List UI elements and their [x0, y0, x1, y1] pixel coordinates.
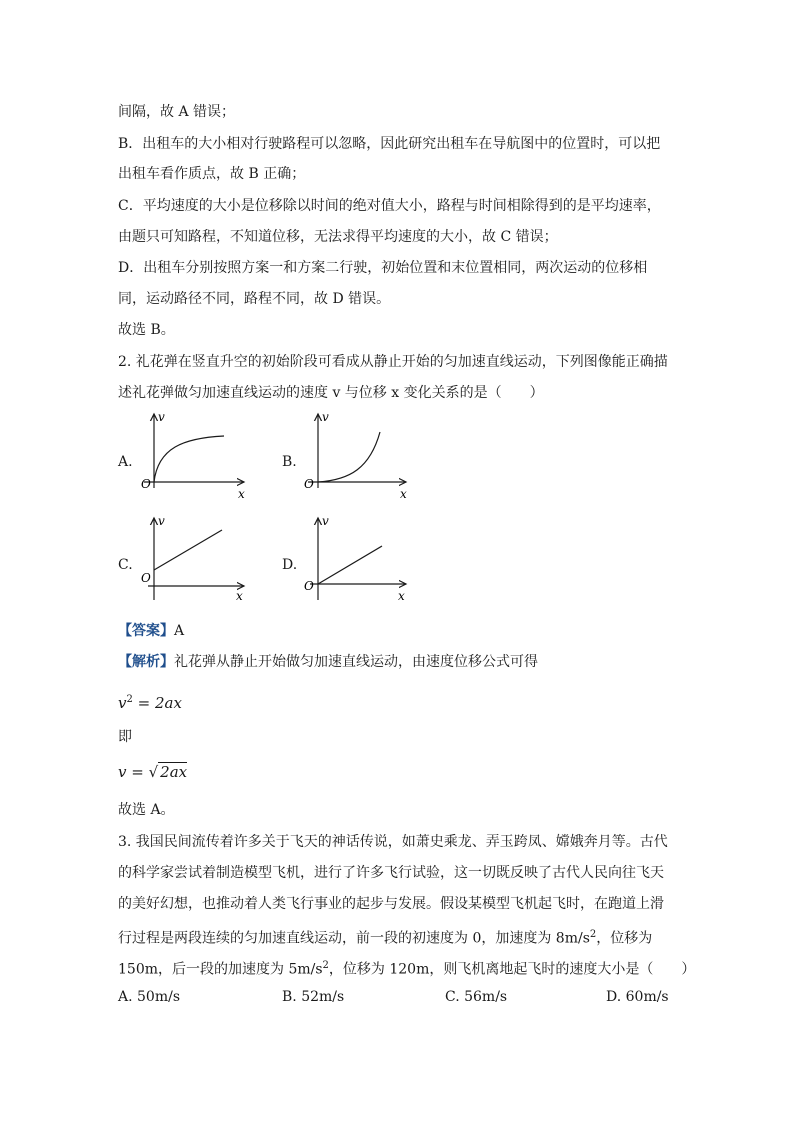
question-3-stem: [118, 956, 695, 980]
text-line: 出租车看作质点，故 B 正确；: [118, 166, 306, 182]
q3-l5-sup: 2: [322, 960, 329, 971]
curve-sqrt: [154, 436, 224, 482]
graph-d: [300, 512, 412, 604]
line-through-origin: [318, 546, 382, 584]
q3-l5-b: ，位移为 120m，则飞机离地起飞时的速度大小是（ ）: [328, 961, 696, 978]
answer-line: [118, 621, 184, 641]
q3-l5-a: 150m，后一段的加速度为 5m/s: [118, 961, 323, 978]
curve-parabola: [318, 432, 380, 482]
text-line: 同，运动路径不同，路程不同，故 D 错误。: [118, 291, 391, 307]
answer-tag: 【答案】: [118, 623, 174, 639]
option-a: A. 50m/s: [118, 989, 181, 1005]
question-3-stem: 3. 我国民间流传着许多关于飞天的神话传说，如萧史乘龙、弄玉跨凤、嫦娥奔月等。古代: [118, 834, 668, 850]
text-line: 故选 B。: [118, 322, 175, 338]
v-axis-label: v: [322, 514, 329, 528]
graph-c: [138, 512, 250, 604]
x-axis-label: x: [398, 589, 405, 603]
line-with-intercept: [154, 530, 222, 570]
graph-b: [300, 408, 412, 500]
question-3-stem: [118, 925, 652, 949]
analysis-text: 礼花弹从静止开始做匀加速直线运动，由速度位移公式可得: [174, 654, 538, 670]
x-axis-label: x: [400, 487, 407, 500]
origin-label: O: [141, 477, 151, 491]
text-line: 间隔，故 A 错误；: [118, 104, 236, 120]
x-axis-label: x: [236, 589, 243, 603]
equation-2: [118, 762, 187, 782]
graph-a: [138, 408, 250, 500]
option-label-d: D.: [282, 557, 298, 573]
v-axis-label: v: [322, 410, 329, 424]
question-3-stem: 的美好幻想，也推动着人类飞行事业的起步与发展。假设某模型飞机起飞时，在跑道上滑: [118, 896, 664, 912]
origin-label: O: [304, 579, 314, 593]
question-2-stem: 述礼花弹做匀加速直线运动的速度 v 与位移 x 变化关系的是（ ）: [118, 385, 544, 401]
question-2-stem: 2. 礼花弹在竖直升空的初始阶段可看成从静止开始的匀加速直线运动，下列图像能正确描: [118, 354, 668, 370]
x-axis-label: x: [238, 487, 245, 500]
text-line: 由题只可知路程，不知道位移，无法求得平均速度的大小，故 C 错误；: [118, 229, 558, 245]
text-line: D．出租车分别按照方案一和方案二行驶，初始位置和末位置相同，两次运动的位移相: [118, 260, 648, 276]
option-d: D. 60m/s: [606, 989, 669, 1005]
eq1-exponent: 2: [126, 694, 133, 705]
text-line: 即: [118, 729, 132, 745]
eq2-lhs: v =: [118, 763, 149, 781]
q3-l4-b: ，位移为: [596, 930, 653, 947]
conclusion-line: 故选 A。: [118, 802, 175, 818]
option-label-b: B.: [282, 454, 297, 470]
option-label-a: A.: [118, 454, 133, 470]
question-3-stem: 的科学家尝试着制造模型飞机，进行了许多飞行试验，这一切既反映了古代人民向往飞天: [118, 865, 664, 881]
v-axis-label: v: [158, 410, 165, 424]
option-b: B. 52m/s: [282, 989, 345, 1005]
analysis-tag: 【解析】: [118, 654, 174, 670]
text-line: C．平均速度的大小是位移除以时间的绝对值大小，路程与时间相除得到的是平均速率，: [118, 198, 661, 214]
q3-l4-sup: 2: [589, 929, 597, 940]
q3-l4-a: 行过程是两段连续的匀加速直线运动，前一段的初速度为 0，加速度为 8m/s: [118, 930, 590, 947]
sqrt-sign: √: [148, 763, 159, 781]
text-line: B．出租车的大小相对行驶路程可以忽略，因此研究出租车在导航图中的位置时，可以把: [118, 136, 661, 152]
eq1-rhs: = 2ax: [132, 694, 182, 712]
eq1-lhs: v: [118, 694, 127, 712]
v-axis-label: v: [158, 514, 165, 528]
equation-1: [118, 690, 182, 713]
analysis-line: [118, 652, 538, 672]
option-label-c: C.: [118, 557, 133, 573]
answer-value: A: [174, 623, 185, 639]
option-c: C. 56m/s: [445, 989, 508, 1005]
origin-label: O: [141, 571, 151, 585]
eq2-radicand: 2ax: [160, 763, 188, 781]
origin-label: O: [304, 477, 314, 491]
